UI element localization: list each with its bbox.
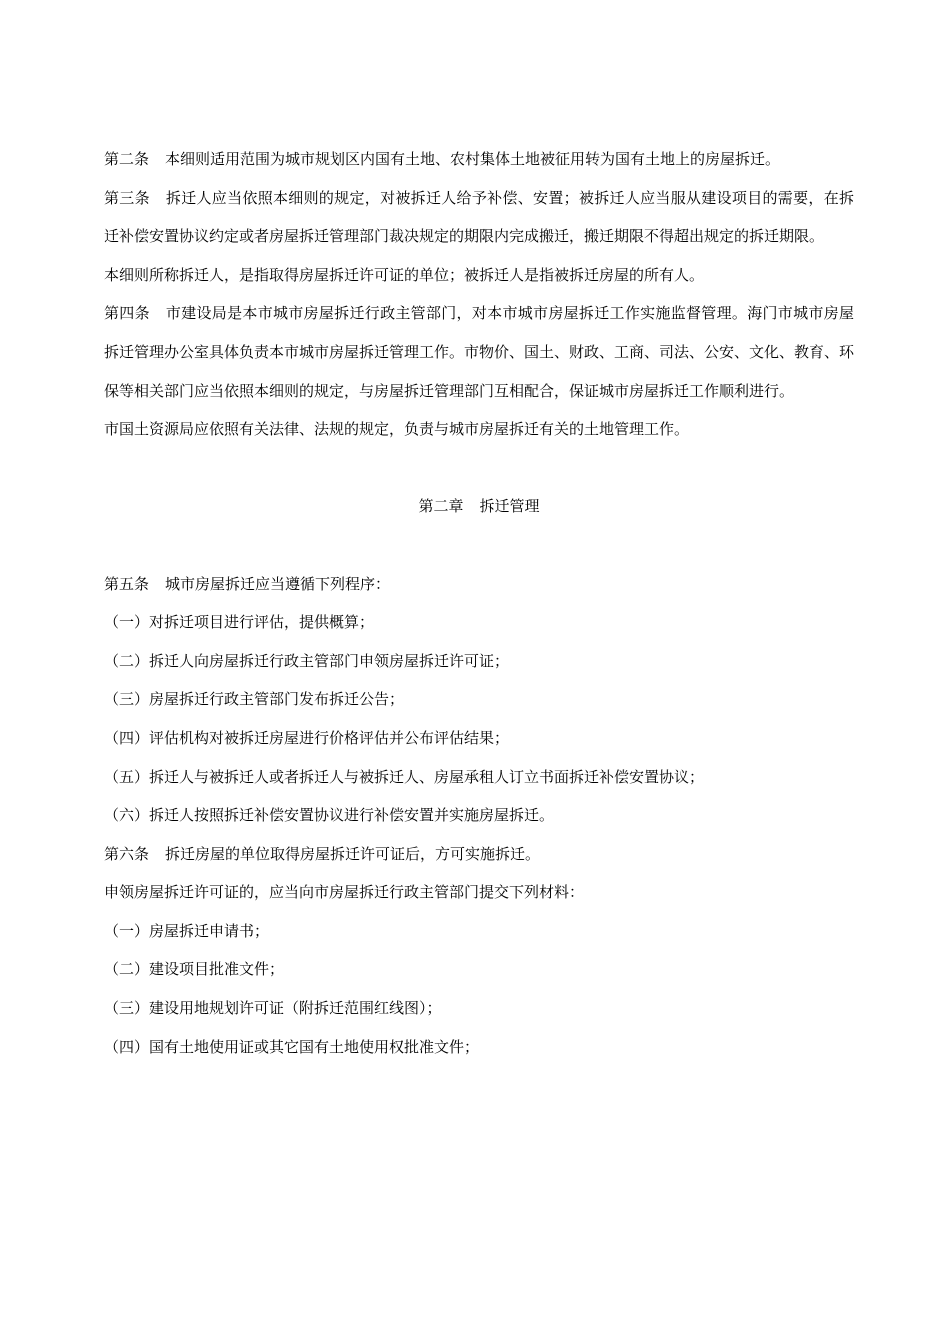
article-6-item: （一）房屋拆迁申请书； xyxy=(104,921,270,940)
article-5-number: 第五条 xyxy=(104,574,150,593)
article-5-item: （二）拆迁人向房屋拆迁行政主管部门申领房屋拆迁许可证； xyxy=(104,651,510,670)
article-6-number: 第六条 xyxy=(104,844,150,863)
article-5-item: （六）拆迁人按照拆迁补偿安置协议进行补偿安置并实施房屋拆迁。 xyxy=(104,806,555,825)
article-5-item: （五）拆迁人与被拆迁人或者拆迁人与被拆迁人、房屋承租人订立书面拆迁补偿安置协议； xyxy=(104,767,705,786)
article-6-item: （三）建设用地规划许可证（附拆迁范围红线图）； xyxy=(104,999,442,1018)
article-6 xyxy=(104,835,854,874)
article-6-item: （四）国有土地使用证或其它国有土地使用权批准文件； xyxy=(104,1037,480,1056)
article-5-item: （三）房屋拆迁行政主管部门发布拆迁公告； xyxy=(104,690,405,709)
article-4 xyxy=(104,294,854,410)
article-5-text: 城市房屋拆迁应当遵循下列程序： xyxy=(165,574,391,593)
article-4-paragraph-2: 市国土资源局应依照有关法律、法规的规定，负责与城市房屋拆迁有关的土地管理工作。 xyxy=(104,420,690,439)
article-5-item: （四）评估机构对被拆迁房屋进行价格评估并公布评估结果； xyxy=(104,728,510,747)
article-3-number: 第三条 xyxy=(104,188,150,207)
article-6-text: 拆迁房屋的单位取得房屋拆迁许可证后，方可实施拆迁。 xyxy=(165,844,541,863)
article-4-text: 市建设局是本市城市房屋拆迁行政主管部门，对本市城市房屋拆迁工作实施监督管理。海门市城市房屋拆迁管理办公室具体负责本市城市房屋拆迁管理工作。市物价、国土、财政、工商、司法、公安、文化、教育、环保等相关部门应当依照本细则的规定，与房屋拆迁管理部门互相配合，保证城市房屋拆迁工作顺利进行。 xyxy=(104,304,855,400)
chapter-heading xyxy=(104,487,854,526)
chapter-title: 拆迁管理 xyxy=(479,497,540,516)
article-2-number: 第二条 xyxy=(104,150,150,168)
article-3 xyxy=(104,179,854,256)
section-gap xyxy=(104,526,854,565)
chapter-number: 第二章 xyxy=(418,497,464,516)
section-gap xyxy=(104,449,854,488)
article-6-item: （二）建设项目批准文件； xyxy=(104,960,285,979)
article-2-text: 本细则适用范围为城市规划区内国有土地、农村集体土地被征用转为国有土地上的房屋拆迁。 xyxy=(165,150,781,168)
article-6-paragraph-2: 申领房屋拆迁许可证的，应当向市房屋拆迁行政主管部门提交下列材料： xyxy=(104,883,585,902)
document-body xyxy=(104,140,854,1066)
article-5-item: （一）对拆迁项目进行评估，提供概算； xyxy=(104,613,375,632)
article-2 xyxy=(104,140,854,179)
article-4-number: 第四条 xyxy=(104,304,150,323)
article-3-text: 拆迁人应当依照本细则的规定，对被拆迁人给予补偿、安置；被拆迁人应当服从建设项目的需要，在拆迁补偿安置协议约定或者房屋拆迁管理部门裁决规定的期限内完成搬迁，搬迁期限不得超出规定的拆迁期限。 xyxy=(104,188,854,246)
article-3-paragraph-2: 本细则所称拆迁人，是指取得房屋拆迁许可证的单位；被拆迁人是指被拆迁房屋的所有人。 xyxy=(104,265,705,284)
article-5 xyxy=(104,565,854,604)
